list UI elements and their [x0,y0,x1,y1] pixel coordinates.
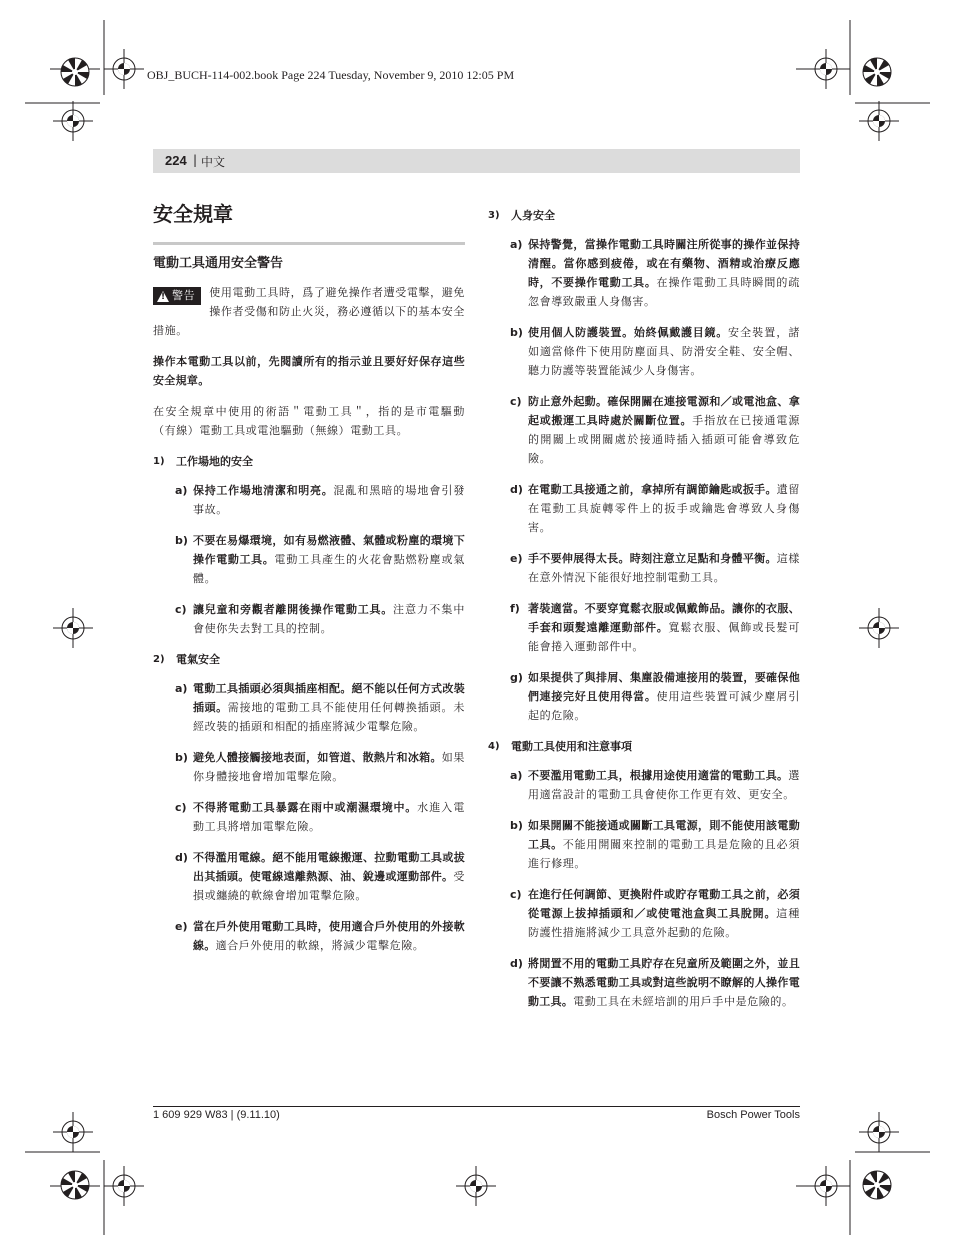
item-body [528,816,800,873]
list-item [510,766,800,804]
list-item [510,235,800,311]
item-text: 選用適當設計的電動工具會使你工作更有效、更安全。 [528,769,800,801]
item-body [528,668,800,725]
item-bold-text: 不要在易爆環境，如有易燃液體、氣體或粉塵的環境下操作電動工具。 [193,534,465,566]
item-text: 手指放在已接通電源的開關上或開關處於接通時插入插頭可能會導致危險。 [528,414,801,465]
item-bold-text: 如果開關不能接通或關斷工具電源，則不能使用該電動工具。 [528,819,800,851]
right-sections [488,206,800,1011]
item-letter: a) [510,238,523,251]
item-letter: a) [175,682,188,695]
item-letter: b) [510,326,523,339]
item-text: 遺留在電動工具旋轉零件上的扳手或鑰匙會導致人身傷害。 [528,483,800,534]
section-subtitle: 電動工具通用安全警告 [153,256,284,271]
page-number: 224 [165,153,187,168]
item-body [193,531,465,588]
item-bold-text: 保持警覺，當操作電動工具時關注所從事的操作並保持清醒。當你感到疲倦，或在有藥物、酒精或治療反應時，不要操作電動工具。 [528,238,800,289]
item-text: 如果你身體接地會增加電擊危險。 [193,751,465,783]
item-body [528,599,800,656]
left-sections [153,452,465,955]
item-text: 這種防護性措施將減少工具意外起動的危險。 [528,907,800,939]
item-body [528,235,800,311]
item-letter: b) [175,534,188,547]
item-letter: c) [175,603,187,616]
item-bold-text: 不得將電動工具暴露在雨中或潮濕環境中。 [193,801,418,814]
list-item [175,748,465,786]
list-item [175,481,465,519]
item-text: 電動工具在未經培訓的用戶手中是危險的。 [573,995,794,1008]
item-text: 寬鬆衣服、佩飾或長髮可能會捲入運動部件中。 [528,621,800,653]
item-bold-text: 防止意外起動。確保開關在連接電源和／或電池盒、拿起或搬運工具時處於關斷位置。 [528,395,800,427]
item-text: 注意力不集中會使你失去對工具的控制。 [193,603,465,635]
item-text: 在操作電動工具時瞬間的疏忽會導致嚴重人身傷害。 [528,276,800,308]
list-item [175,679,465,736]
list-item [175,917,465,955]
list-item [510,599,800,656]
item-body [528,323,800,380]
item-letter: e) [175,920,188,933]
list-item [510,549,800,587]
section-number: 4) [488,741,500,752]
section-number: 3) [488,210,500,221]
section-heading [488,737,800,756]
warning-badge [153,287,201,305]
list-item [510,816,800,873]
item-bold-text: 電動工具插頭必須與插座相配。絕不能以任何方式改裝插頭。 [193,682,465,714]
definition-paragraph: 在安全規章中使用的術語＂電動工具＂，指的是市電驅動（有線）電動工具或電池驅動（無線）電動工具。 [153,405,465,437]
footer-doc-number: 1 609 929 W83 | (9.11.10) [153,1109,280,1121]
section-number: 1) [153,456,165,467]
item-bold-text: 當在戶外使用電動工具時，使用適合戶外使用的外接軟線。 [193,920,465,952]
list-item [510,668,800,725]
section-number: 2) [153,654,165,665]
footer-rule [153,1106,800,1107]
item-body [193,481,465,519]
item-bold-text: 著裝適當。不要穿寬鬆衣服或佩戴飾品。讓你的衣服、手套和頭髮遠離運動部件。 [528,602,800,634]
header-separator: | [193,153,198,167]
list-item [175,531,465,588]
item-letter: b) [175,751,188,764]
list-item [510,392,800,468]
intro-text: 使用電動工具時，爲了避免操作者遭受電擊，避免操作者受傷和防止火災，務必遵循以下的基本安全措施。 [153,286,465,337]
bold-instruction-text: 操作本電動工具以前，先閱讀所有的指示並且要好好保存這些安全規章。 [153,355,465,387]
item-body [528,480,800,537]
left-column [153,200,465,967]
warning-triangle-icon [157,291,169,302]
item-text: 電動工具產生的火花會點燃粉塵或氣體。 [193,553,465,585]
right-column [488,200,800,1023]
item-letter: e) [510,552,523,565]
item-body [193,917,465,955]
item-body [193,679,465,736]
item-letter: f) [510,602,520,615]
item-text: 不能用開關來控制的電動工具是危險的且必須進行修理。 [528,838,800,870]
section-title: 工作場地的安全 [176,455,253,468]
item-body [193,748,465,786]
item-bold-text: 在進行任何調節、更換附件或貯存電動工具之前，必須從電源上拔掉插頭和／或使電池盒與工具脫開。 [528,888,800,920]
item-bold-text: 保持工作場地清潔和明亮。 [193,484,334,497]
item-letter: d) [510,957,523,970]
list-item [175,600,465,638]
item-bold-text: 如果提供了與排屑、集塵設備連接用的裝置，要確保他們連接完好且使用得當。 [528,671,800,703]
item-letter: c) [175,801,187,814]
item-bold-text: 避免人體接觸接地表面，如管道、散熱片和冰箱。 [193,751,442,764]
item-body [528,954,800,1011]
item-text: 使用這些裝置可減少塵屑引起的危險。 [528,690,800,722]
item-bold-text: 手不要伸展得太長。時刻注意立足點和身體平衡。 [528,552,777,565]
item-letter: b) [510,819,523,832]
item-body [528,766,800,804]
section-heading [153,650,465,669]
section-heading [153,452,465,471]
item-body [193,798,465,836]
item-text: 混亂和黑暗的場地會引發事故。 [193,484,465,516]
item-bold-text: 不要濫用電動工具，根據用途使用適當的電動工具。 [528,769,789,782]
item-text: 受損或纏繞的軟線會增加電擊危險。 [193,870,465,902]
section-title: 電氣安全 [176,653,220,666]
item-text: 需接地的電動工具不能使用任何轉換插頭。未經改裝的插頭和相配的插座將減少電擊危險。 [193,701,465,733]
item-body [528,392,800,468]
item-text: 水進入電動工具將增加電擊危險。 [193,801,465,833]
section-title: 人身安全 [511,209,555,222]
item-bold-text: 在電動工具接通之前，拿掉所有調節鑰匙或扳手。 [528,483,777,496]
item-bold-text: 不得濫用電線。絕不能用電線搬運、拉動電動工具或拔出其插頭。使電線遠離熱源、油、銳邊或運動部件。 [193,851,465,883]
list-item [510,954,800,1011]
item-body [193,600,465,638]
page-header-bar [153,149,800,173]
list-item [510,480,800,537]
item-body [193,848,465,905]
item-text: 這樣在意外情況下能很好地控制電動工具。 [528,552,800,584]
warning-label: 警告 [172,289,196,302]
item-body [528,549,800,587]
item-bold-text: 將閒置不用的電動工具貯存在兒童所及範圍之外，並且不要讓不熟悉電動工具或對這些說明不瞭解的人操作電動工具。 [528,957,800,1008]
section-title: 電動工具使用和注意事項 [511,740,632,753]
warning-paragraph [153,283,465,340]
footer-brand: Bosch Power Tools [706,1109,800,1121]
print-slug: OBJ_BUCH-114-002.book Page 224 Tuesday, November 9, 2010 12:05 PM [147,68,515,82]
list-item [510,323,800,380]
section-heading [488,206,800,225]
item-letter: c) [510,395,522,408]
item-bold-text: 使用個人防護裝置。始終佩戴護目鏡。 [528,326,729,339]
item-bold-text: 讓兒童和旁觀者離開後操作電動工具。 [193,603,394,616]
list-item [510,885,800,942]
item-text: 安全裝置，諸如適當條件下使用防塵面具、防滑安全鞋、安全帽、聽力防護等裝置能減少人身傷害。 [528,326,800,377]
header-language: 中文 [201,155,226,169]
item-letter: d) [510,483,523,496]
bold-instruction [153,352,465,390]
list-item [175,848,465,905]
item-letter: c) [510,888,522,901]
title-rule [153,242,465,245]
item-letter: d) [175,851,188,864]
list-item [175,798,465,836]
item-text: 適合戶外使用的軟線，將減少電擊危險。 [215,939,425,952]
item-letter: g) [510,671,523,684]
item-letter: a) [510,769,523,782]
item-letter: a) [175,484,188,497]
item-body [528,885,800,942]
page-title: 安全規章 [153,202,233,226]
